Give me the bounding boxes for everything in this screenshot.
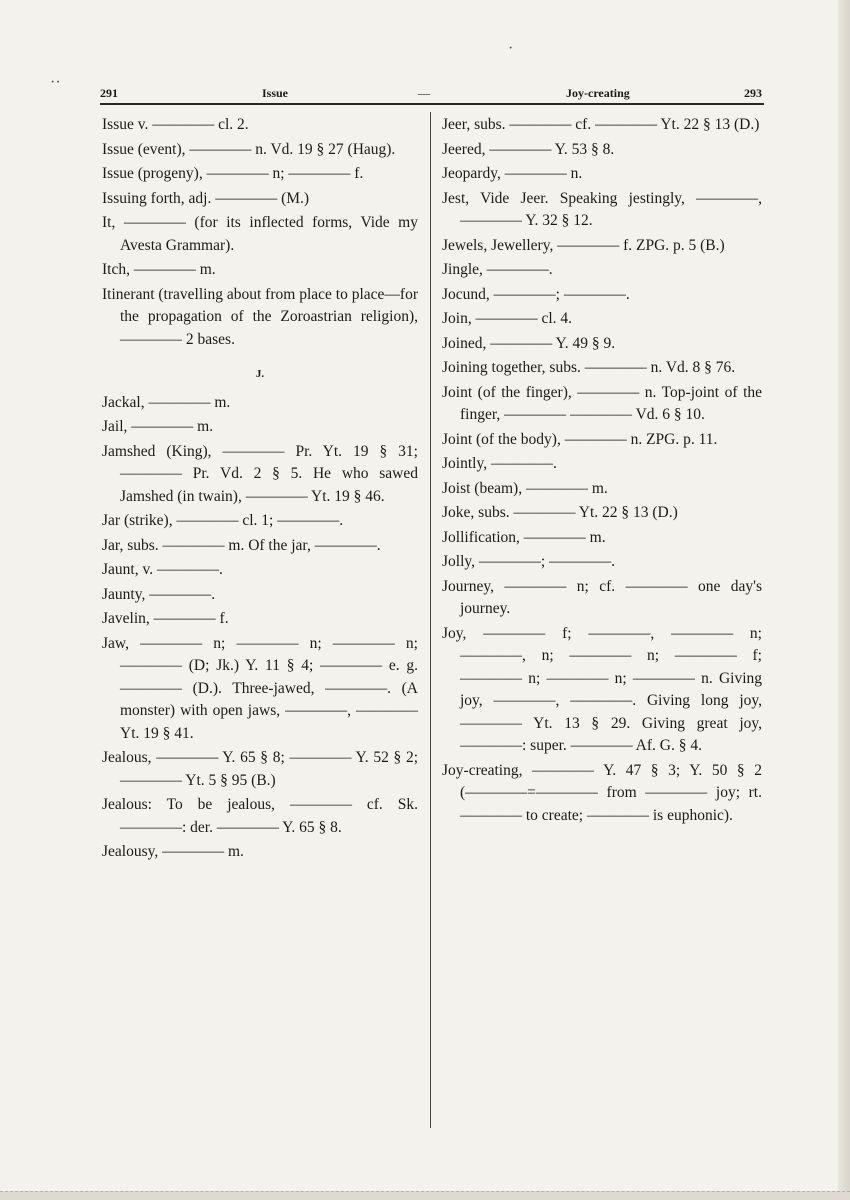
section-letter: J. — [255, 368, 265, 380]
right-page-number: 293 — [744, 86, 762, 100]
right-guide-word: Joy-creating — [566, 86, 630, 100]
dictionary-entry: Journey, ———— n; cf. ———— one day's journey. — [442, 577, 762, 617]
dictionary-entry: Jeopardy, ———— n. — [442, 165, 583, 182]
dictionary-entry: Jointly, ————. — [442, 455, 557, 472]
dictionary-entry: Jeered, ———— Y. 53 § 8. — [442, 140, 615, 158]
dictionary-entry: Joint (of the body), ———— n. ZPG. p. 11. — [442, 430, 718, 448]
dictionary-entry: Jolly, ————; ————. — [442, 553, 615, 570]
dictionary-entry: Jealousy, ———— m. — [102, 843, 244, 860]
dictionary-entry: Joining together, subs. ———— n. Vd. 8 § 76. — [442, 359, 736, 376]
dictionary-entry: Itch, ———— m. — [102, 261, 216, 278]
dictionary-entry: Joy, ———— f; ————, ———— n; ————, n; ———— n; ———— f; ———— n; ———— n; ———— n. Giving joy, ————, ————. Giving long joy, ———— Yt. 13 § 29. Giving great joy, ————: super. ———— Af. G. § 4. — [442, 624, 762, 754]
margin-mark: · — [508, 40, 514, 57]
dictionary-entry: Joined, ———— Y. 49 § 9. — [442, 334, 616, 352]
dictionary-entry: Jocund, ————; ————. — [442, 285, 630, 303]
dictionary-entry: Jollification, ———— m. — [442, 528, 606, 546]
dictionary-entry: Javelin, ———— f. — [102, 610, 229, 627]
header-separator: — — [418, 86, 430, 100]
dictionary-entry: Jealous, ———— Y. 65 § 8; ———— Y. 52 § 2; ———— Yt. 5 § 95 (B.) — [102, 749, 418, 789]
column-divider — [430, 112, 431, 1128]
dictionary-entry: Jail, ———— m. — [102, 418, 214, 435]
dictionary-entry: Jingle, ————. — [442, 261, 553, 278]
left-column — [102, 114, 418, 866]
dictionary-entry: Jar (strike), ———— cl. 1; ————. — [102, 512, 344, 529]
dictionary-entry: Itinerant (travelling about from place to place—for the propagation of the Zoroastrian religion), ———— 2 bases. — [102, 285, 418, 348]
dictionary-entry: Joke, subs. ———— Yt. 22 § 13 (D.) — [442, 504, 678, 521]
right-column — [442, 114, 762, 829]
dictionary-entry: Issue v. ———— cl. 2. — [102, 116, 249, 133]
margin-mark: ·· — [50, 74, 61, 91]
dictionary-entry: It, ———— (for its inflected forms, Vide my Avesta Grammar). — [102, 214, 418, 254]
dictionary-entry: Issuing forth, adj. ———— (M.) — [102, 189, 310, 207]
dictionary-entry: Jar, subs. ———— m. Of the jar, ————. — [102, 536, 381, 554]
page-edge-bottom — [0, 1191, 850, 1200]
dictionary-entry: Jealous: To be jealous, ———— cf. Sk. ————: der. ———— Y. 65 § 8. — [102, 796, 418, 836]
left-guide-word: Issue — [262, 86, 289, 100]
dictionary-entry: Jest, Vide Jeer. Speaking jestingly, ————, ———— Y. 32 § 12. — [442, 189, 762, 229]
left-page-number: 291 — [100, 86, 118, 100]
dictionary-entry: Joist (beam), ———— m. — [442, 479, 608, 497]
dictionary-entry: Joy-creating, ———— Y. 47 § 3; Y. 50 § 2 (————=———— from ———— joy; rt. ———— to create; ———— is euphonic). — [442, 761, 762, 824]
header-rule — [100, 103, 764, 105]
dictionary-entry: Jamshed (King), ———— Pr. Yt. 19 § 31; ———— Pr. Vd. 2 § 5. He who sawed Jamshed (in twain), ———— Yt. 19 § 46. — [102, 442, 418, 505]
dictionary-entry: Jewels, Jewellery, ———— f. ZPG. p. 5 (B.) — [442, 236, 725, 254]
dictionary-entry: Jackal, ———— m. — [102, 393, 231, 411]
dictionary-entry: Jaunt, v. ————. — [102, 561, 223, 578]
dictionary-entry: Issue (progeny), ———— n; ———— f. — [102, 165, 364, 182]
page-edge-right — [838, 0, 850, 1200]
dictionary-entry: Jeer, subs. ———— cf. ———— Yt. 22 § 13 (D.) — [442, 116, 760, 133]
dictionary-entry: Joint (of the finger), ———— n. Top-joint of the finger, ———— ———— Vd. 6 § 10. — [442, 383, 762, 423]
dictionary-entry: Join, ———— cl. 4. — [442, 310, 573, 327]
dictionary-entry: Jaunty, ————. — [102, 585, 216, 603]
dictionary-entry: Issue (event), ———— n. Vd. 19 § 27 (Haug). — [102, 140, 396, 158]
dictionary-entry: Jaw, ———— n; ———— n; ———— n; ———— (D; Jk.) Y. 11 § 4; ———— e. g. ———— (D.). Three-jawed, ————. (A monster) with open jaws, ————, ———— Yt. 19 § 41. — [102, 634, 418, 742]
